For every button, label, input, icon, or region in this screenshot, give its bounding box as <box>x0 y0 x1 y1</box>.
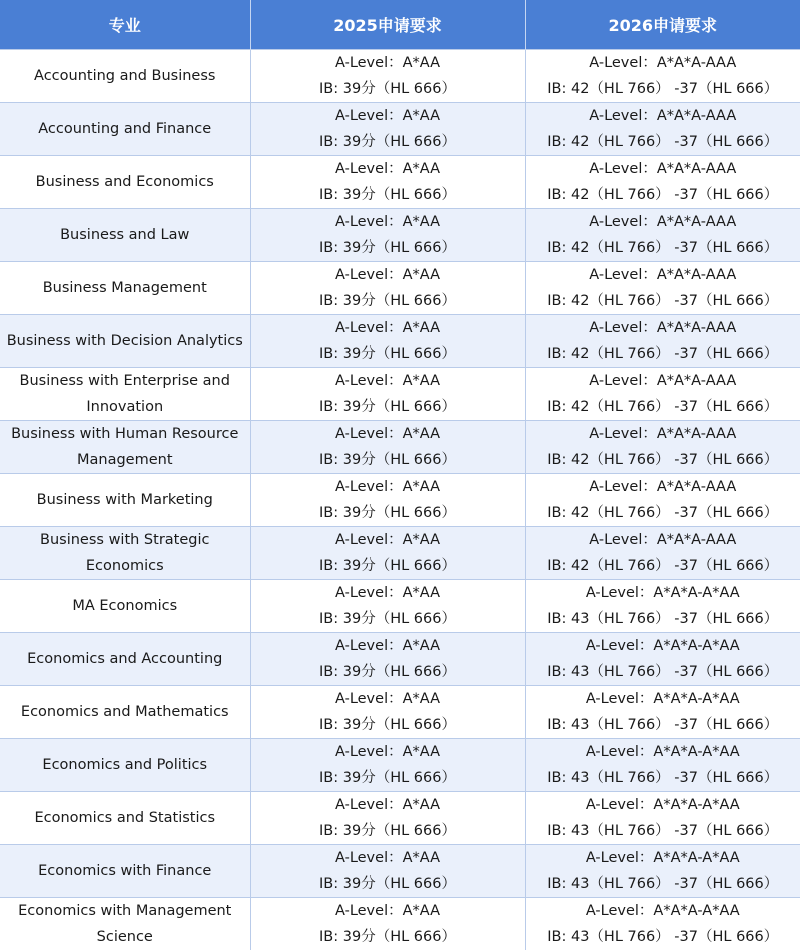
table-header <box>0 0 800 50</box>
a-level-requirement: A-Level：A*A*A-A*AA <box>528 898 799 924</box>
ib-requirement: IB: 43（HL 766） -37（HL 666） <box>528 924 799 950</box>
ib-requirement: IB: 39分（HL 666） <box>253 871 523 897</box>
ib-requirement: IB: 39分（HL 666） <box>253 182 523 208</box>
ib-requirement: IB: 42（HL 766） -37（HL 666） <box>528 288 799 314</box>
ib-requirement: IB: 42（HL 766） -37（HL 666） <box>528 341 799 367</box>
a-level-requirement: A-Level：A*A*A-A*AA <box>528 686 799 712</box>
major-cell: Business with Marketing <box>0 474 250 527</box>
major-cell: Business with Decision Analytics <box>0 315 250 368</box>
requirement-2025-cell <box>250 898 525 950</box>
ib-requirement: IB: 43（HL 766） -37（HL 666） <box>528 712 799 738</box>
a-level-requirement: A-Level：A*AA <box>253 209 523 235</box>
ib-requirement: IB: 42（HL 766） -37（HL 666） <box>528 394 799 420</box>
requirement-2026-cell <box>525 421 800 474</box>
major-cell: Economics with Management Science <box>0 898 250 950</box>
table-row <box>0 315 800 368</box>
requirement-2026-cell <box>525 103 800 156</box>
ib-requirement: IB: 42（HL 766） -37（HL 666） <box>528 500 799 526</box>
ib-requirement: IB: 39分（HL 666） <box>253 235 523 261</box>
a-level-requirement: A-Level：A*A*A-AAA <box>528 474 799 500</box>
a-level-requirement: A-Level：A*AA <box>253 421 523 447</box>
a-level-requirement: A-Level：A*AA <box>253 580 523 606</box>
major-cell: Business with Human Resource Management <box>0 421 250 474</box>
a-level-requirement: A-Level：A*AA <box>253 156 523 182</box>
a-level-requirement: A-Level：A*A*A-AAA <box>528 527 799 553</box>
requirement-2026-cell <box>525 368 800 421</box>
a-level-requirement: A-Level：A*A*A-A*AA <box>528 845 799 871</box>
table-row <box>0 262 800 315</box>
requirement-2026-cell <box>525 898 800 950</box>
a-level-requirement: A-Level：A*A*A-A*AA <box>528 739 799 765</box>
major-cell: Economics with Finance <box>0 845 250 898</box>
a-level-requirement: A-Level：A*AA <box>253 368 523 394</box>
major-cell: Economics and Mathematics <box>0 686 250 739</box>
ib-requirement: IB: 42（HL 766） -37（HL 666） <box>528 553 799 579</box>
requirement-2026-cell <box>525 686 800 739</box>
major-cell: Accounting and Finance <box>0 103 250 156</box>
major-cell: Business and Economics <box>0 156 250 209</box>
requirement-2026-cell <box>525 580 800 633</box>
header-2026: 2026申请要求 <box>525 0 800 50</box>
requirement-2026-cell <box>525 474 800 527</box>
major-cell: Business Management <box>0 262 250 315</box>
requirement-2025-cell <box>250 262 525 315</box>
ib-requirement: IB: 39分（HL 666） <box>253 818 523 844</box>
a-level-requirement: A-Level：A*A*A-A*AA <box>528 633 799 659</box>
a-level-requirement: A-Level：A*A*A-AAA <box>528 209 799 235</box>
a-level-requirement: A-Level：A*A*A-A*AA <box>528 792 799 818</box>
table-row <box>0 156 800 209</box>
ib-requirement: IB: 43（HL 766） -37（HL 666） <box>528 765 799 791</box>
ib-requirement: IB: 43（HL 766） -37（HL 666） <box>528 606 799 632</box>
major-cell: Business with Strategic Economics <box>0 527 250 580</box>
a-level-requirement: A-Level：A*AA <box>253 898 523 924</box>
table-row <box>0 50 800 103</box>
ib-requirement: IB: 39分（HL 666） <box>253 341 523 367</box>
requirement-2026-cell <box>525 527 800 580</box>
ib-requirement: IB: 39分（HL 666） <box>253 924 523 950</box>
ib-requirement: IB: 39分（HL 666） <box>253 288 523 314</box>
ib-requirement: IB: 43（HL 766） -37（HL 666） <box>528 871 799 897</box>
requirement-2025-cell <box>250 474 525 527</box>
ib-requirement: IB: 39分（HL 666） <box>253 765 523 791</box>
major-cell: Economics and Statistics <box>0 792 250 845</box>
requirement-2025-cell <box>250 421 525 474</box>
table-row <box>0 580 800 633</box>
a-level-requirement: A-Level：A*A*A-AAA <box>528 368 799 394</box>
requirement-2025-cell <box>250 156 525 209</box>
requirement-2025-cell <box>250 739 525 792</box>
requirement-2025-cell <box>250 315 525 368</box>
ib-requirement: IB: 42（HL 766） -37（HL 666） <box>528 76 799 102</box>
table-row <box>0 474 800 527</box>
ib-requirement: IB: 39分（HL 666） <box>253 659 523 685</box>
a-level-requirement: A-Level：A*A*A-AAA <box>528 103 799 129</box>
requirement-2026-cell <box>525 50 800 103</box>
a-level-requirement: A-Level：A*A*A-AAA <box>528 262 799 288</box>
a-level-requirement: A-Level：A*AA <box>253 315 523 341</box>
requirement-2026-cell <box>525 633 800 686</box>
a-level-requirement: A-Level：A*AA <box>253 527 523 553</box>
a-level-requirement: A-Level：A*A*A-A*AA <box>528 580 799 606</box>
ib-requirement: IB: 39分（HL 666） <box>253 447 523 473</box>
major-cell: Business with Enterprise and Innovation <box>0 368 250 421</box>
major-cell: Business and Law <box>0 209 250 262</box>
table-row <box>0 209 800 262</box>
requirement-2025-cell <box>250 527 525 580</box>
a-level-requirement: A-Level：A*AA <box>253 50 523 76</box>
requirement-2026-cell <box>525 315 800 368</box>
requirement-2025-cell <box>250 792 525 845</box>
ib-requirement: IB: 39分（HL 666） <box>253 553 523 579</box>
requirement-2025-cell <box>250 633 525 686</box>
major-cell: Accounting and Business <box>0 50 250 103</box>
requirement-2025-cell <box>250 209 525 262</box>
a-level-requirement: A-Level：A*A*A-AAA <box>528 50 799 76</box>
a-level-requirement: A-Level：A*AA <box>253 474 523 500</box>
requirement-2026-cell <box>525 262 800 315</box>
header-major: 专业 <box>0 0 250 50</box>
ib-requirement: IB: 42（HL 766） -37（HL 666） <box>528 235 799 261</box>
requirement-2025-cell <box>250 686 525 739</box>
requirement-2026-cell <box>525 792 800 845</box>
requirement-2025-cell <box>250 368 525 421</box>
header-row <box>0 0 800 50</box>
ib-requirement: IB: 42（HL 766） -37（HL 666） <box>528 182 799 208</box>
a-level-requirement: A-Level：A*A*A-AAA <box>528 315 799 341</box>
requirement-2026-cell <box>525 209 800 262</box>
a-level-requirement: A-Level：A*AA <box>253 103 523 129</box>
table-row <box>0 898 800 950</box>
table-row <box>0 421 800 474</box>
ib-requirement: IB: 39分（HL 666） <box>253 76 523 102</box>
a-level-requirement: A-Level：A*AA <box>253 792 523 818</box>
ib-requirement: IB: 39分（HL 666） <box>253 129 523 155</box>
header-2025: 2025申请要求 <box>250 0 525 50</box>
ib-requirement: IB: 43（HL 766） -37（HL 666） <box>528 818 799 844</box>
requirement-2026-cell <box>525 739 800 792</box>
major-cell: Economics and Politics <box>0 739 250 792</box>
requirement-2025-cell <box>250 580 525 633</box>
ib-requirement: IB: 43（HL 766） -37（HL 666） <box>528 659 799 685</box>
ib-requirement: IB: 39分（HL 666） <box>253 500 523 526</box>
a-level-requirement: A-Level：A*AA <box>253 739 523 765</box>
table-row <box>0 792 800 845</box>
table-row <box>0 633 800 686</box>
table-row <box>0 527 800 580</box>
ib-requirement: IB: 39分（HL 666） <box>253 394 523 420</box>
ib-requirement: IB: 42（HL 766） -37（HL 666） <box>528 447 799 473</box>
requirement-2025-cell <box>250 103 525 156</box>
requirement-2025-cell <box>250 50 525 103</box>
requirement-2026-cell <box>525 156 800 209</box>
ib-requirement: IB: 39分（HL 666） <box>253 606 523 632</box>
ib-requirement: IB: 42（HL 766） -37（HL 666） <box>528 129 799 155</box>
a-level-requirement: A-Level：A*A*A-AAA <box>528 421 799 447</box>
a-level-requirement: A-Level：A*AA <box>253 262 523 288</box>
a-level-requirement: A-Level：A*AA <box>253 686 523 712</box>
table-row <box>0 739 800 792</box>
a-level-requirement: A-Level：A*AA <box>253 845 523 871</box>
table-row <box>0 686 800 739</box>
major-cell: MA Economics <box>0 580 250 633</box>
ib-requirement: IB: 39分（HL 666） <box>253 712 523 738</box>
table-row <box>0 368 800 421</box>
table-body <box>0 50 800 950</box>
major-cell: Economics and Accounting <box>0 633 250 686</box>
a-level-requirement: A-Level：A*AA <box>253 633 523 659</box>
table-row <box>0 103 800 156</box>
a-level-requirement: A-Level：A*A*A-AAA <box>528 156 799 182</box>
